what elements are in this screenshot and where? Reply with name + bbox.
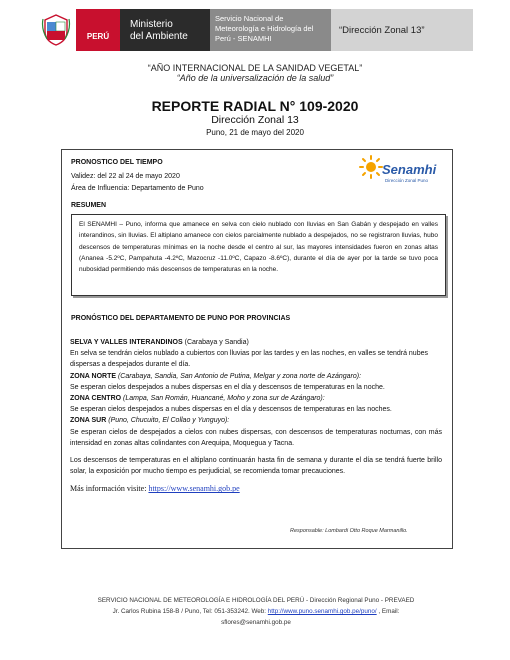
centro-places: (Lampa, San Román, Huancané, Moho y zona sur de Azángaro): — [121, 395, 325, 403]
norte-text: Se esperan cielos despejados a nubes dispersas en el día y descensos de temperaturas en la noche. — [70, 383, 385, 391]
more-info — [70, 483, 442, 494]
summary-heading: RESUMEN — [71, 202, 107, 209]
footer-email-label: , Email: — [376, 608, 400, 615]
closing-text: Los descensos de temperaturas en el altiplano continuarán hasta fin de semana y durante el día se tendrá fuerte brillo solar, la exposición por mucho tiempo es perjudicial, se recomienda tomar precauciones. — [70, 457, 442, 476]
forecast-area: Área de Influencia: Departamento de Puno — [71, 185, 204, 192]
footer-email[interactable]: sflores@senamhi.gob.pe — [221, 619, 291, 626]
footer — [60, 595, 452, 628]
more-info-label: Más información visite: — [70, 484, 149, 494]
selva-title: SELVA Y VALLES INTERANDINOS — [70, 339, 183, 346]
selva-places: (Carabaya y Sandia) — [182, 339, 249, 346]
norte-section — [70, 371, 442, 382]
motto-line2: “Año de la universalización de la salud” — [176, 73, 334, 83]
service-line3: Perú - SENAMHI — [215, 34, 272, 43]
report-subtitle: Dirección Zonal 13 — [211, 114, 299, 126]
logo-brand: Senamhi — [382, 162, 437, 177]
responsible-label: Responsable: Lombardi Otto Roque Marmanillo. — [290, 528, 408, 534]
sur-section — [70, 415, 442, 426]
sur-title: ZONA SUR — [70, 417, 107, 425]
service-line1: Servicio Nacional de — [215, 14, 284, 23]
centro-text: Se esperan cielos despejados a nubes dispersas en el día y descensos de temperaturas en las noches. — [70, 406, 392, 414]
logo-tagline: Dirección Zonal Puno — [385, 178, 429, 183]
footer-line2 — [60, 606, 452, 617]
coat-of-arms-icon — [36, 9, 76, 51]
norte-places: (Carabaya, Sandia, San Antonio de Putina, Melgar y zona norte de Azángaro): — [116, 372, 362, 380]
header-banner — [36, 9, 473, 51]
report-title: REPORTE RADIAL N° 109-2020 — [151, 98, 359, 114]
centro-title: ZONA CENTRO — [70, 395, 122, 403]
forecast-validity: Validez: del 22 al 24 de mayo 2020 — [71, 173, 180, 180]
motto-line1: “AÑO INTERNACIONAL DE LA SANIDAD VEGETAL” — [147, 63, 363, 73]
footer-line1: SERVICIO NACIONAL DE METEOROLOGÍA E HIDROLOGÍA DEL PERÚ - Dirección Regional Puno - PREVAED — [97, 597, 415, 604]
zone-label: “Dirección Zonal 13” — [331, 9, 473, 51]
selva-section — [70, 337, 442, 348]
summary-box — [71, 214, 446, 296]
sur-places: (Puno, Chucuito, El Collao y Yunguyo): — [106, 417, 230, 425]
forecast-heading: PRONOSTICO DEL TIEMPO — [71, 159, 163, 166]
ministry-block — [120, 9, 210, 51]
ministry-line2: del Ambiente — [130, 31, 188, 42]
sur-text: Se esperan cielos de despejados a cielos con nubes dispersas, con descensos de temperaturas nocturnas, con más intensidad en zonas altas colindantes con Arequipa, Moquegua y Tacna. — [70, 428, 442, 447]
provinces-body — [70, 337, 442, 495]
sun-icon — [359, 155, 383, 179]
more-info-link[interactable]: https://www.senamhi.gob.pe — [148, 484, 240, 494]
senamhi-logo — [355, 153, 435, 193]
selva-text: En selva se tendrán cielos nublado a cubiertos con lluvias por las tardes y en las noches, en valles se tendrá nubes dispersas a despejados durante el día. — [70, 350, 428, 369]
footer-web-link[interactable]: http://www.puno.senamhi.gob.pe/puno/ — [267, 608, 377, 615]
centro-section — [70, 393, 442, 404]
norte-title: ZONA NORTE — [70, 372, 117, 380]
country-label: PERÚ — [76, 9, 120, 51]
footer-address: Jr. Carlos Rubina 158-B / Puno, Tel: 051-353242. Web: — [112, 608, 268, 615]
service-block — [210, 9, 331, 51]
ministry-line1: Ministerio — [130, 19, 173, 30]
summary-text: El SENAMHI – Puno, informa que amanece en selva con cielo nublado con lluvias en San Gabán y despejado en valles interandinos, sin lluvias. El altiplano amanece con cielos parcialmente nublado a despejados, no se registraron lluvias, hubo descensos de temperaturas mínimas en la noche desde el centro al sur, las mayores intensidades fueron en zonas altas (Ananea -5.2ºC, Pampahuta -4.2ºC, Mazocruz -11.0ºC, Capazo -8.6ºC), durante el día de ayer por la tarde se tuvo poca nubosidad permitiendo más descensos de temperaturas en la noche. — [79, 221, 438, 274]
provinces-heading: PRONÓSTICO DEL DEPARTAMENTO DE PUNO POR PROVINCIAS — [71, 315, 291, 322]
service-line2: Meteorología e Hidrología del — [215, 24, 314, 33]
report-date: Puno, 21 de mayo del 2020 — [206, 128, 304, 137]
